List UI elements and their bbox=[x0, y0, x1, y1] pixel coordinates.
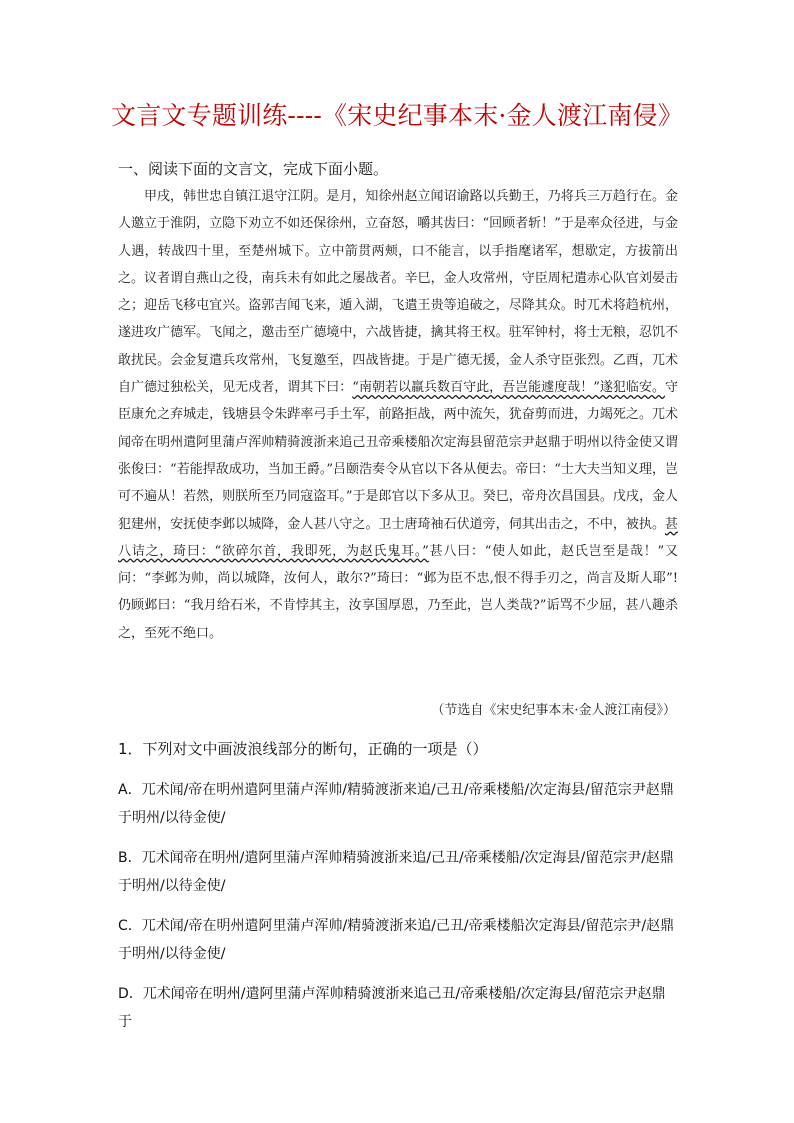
section-heading: 一、阅读下面的文言文，完成下面小题。 bbox=[118, 160, 389, 178]
option-label: B． bbox=[118, 850, 142, 866]
option-text: 兀术闻/帝在明州遣阿里蒲卢浑帅/精骑渡浙来追/己丑/帝乘楼船次定海县/留范宗尹/赵鼎于明州/以待金使/ bbox=[118, 918, 675, 962]
document-title: 文言文专题训练----《宋史纪事本末·金人渡江南侵》 bbox=[111, 101, 683, 130]
option-d bbox=[118, 980, 678, 1036]
passage-text-part1: 甲戌，韩世忠自镇江退守江阴。是月，知徐州赵立闻诏谕路以兵勤王，乃将兵三万趋行在。金人邀立于淮阴，立隐下劝立不如还保徐州，立奋怒，嚼其齿曰：“回顾者斩！”于是率众径进，与金人遇，转战四十里，至楚州城下。立中箭贯两颊，口不能言，以手指麾诸军，想歇定，方拔箭出之。议者谓自燕山之役，南兵未有如此之屡战者。辛巳，金人攻常州，守臣周杞遣赤心队官刘晏击之；迎岳飞移屯宜兴。盗郭吉闻飞来，遁入湖，飞遣王贵等追破之，尽降其众。时兀术将趋杭州，遂进攻广德军。飞闻之，邀击至广德境中，六战皆捷，擒其将王权。驻军钟村，将士无粮，忍饥不敢扰民。会金复遣兵攻常州，飞复邀至，四战皆捷。于是广德无援，金人杀守臣张烈。乙酉，兀术自广德过独松关，见无戍者，谓其下曰： bbox=[118, 189, 678, 396]
option-label: D． bbox=[118, 986, 143, 1002]
question-stem: 1．下列对文中画波浪线部分的断句，正确的一项是（） bbox=[118, 740, 488, 758]
option-b bbox=[118, 844, 678, 900]
passage-text-part2: 守臣康允之弃城走，钱塘县令朱跸率弓手土军，前路拒战，两中流矢，犹奋剪而进，力竭死之。兀术闻帝在明州遣阿里蒲卢浑帅精骑渡浙来追己丑帝乘楼船次定海县留范宗尹赵鼎于明州以待金使又谓张俊曰：“若能捍敌成功，当加王爵。”吕颐浩奏令从官以下各从便去。帝曰：“士大夫当知义理，岂可不遍从！若然，则朕所至乃同寇盗耳。”于是郎官以下多从卫。癸巳，帝舟次昌国县。戊戌，金人犯建州，安抚使李邺以城降，金人甚八守之。卫士唐琦袖石伏道旁，伺其出击之，不中，被执。 bbox=[118, 380, 678, 532]
source-note: （节选自《宋史纪事本末·金人渡江南侵》） bbox=[431, 703, 676, 718]
option-label: A． bbox=[118, 782, 142, 798]
reading-passage bbox=[118, 183, 678, 647]
option-text: 兀术闻帝在明州/遣阿里蒲卢浑帅精骑渡浙来追己丑/帝乘楼船/次定海县/留范宗尹赵鼎于 bbox=[118, 986, 666, 1030]
option-text: 兀术闻帝在明州/遣阿里蒲卢浑帅精骑渡浙来追/己丑/帝乘楼船/次定海县/留范宗尹/赵鼎于明州/以待金使/ bbox=[118, 850, 674, 894]
passage-wavy-underline-1: “南朝若以羸兵数百守此，吾岂能遽度哉！”遂犯临安。 bbox=[352, 380, 665, 396]
passage-wavy-underline-2: 甚八诘之，琦曰：“欲碎尔首，我即死，为赵氏鬼耳。” bbox=[118, 516, 678, 559]
option-text: 兀术闻/帝在明州遣阿里蒲卢浑帅/精骑渡浙来追/己丑/帝乘楼船/次定海县/留范宗尹赵鼎于明州/以待金使/ bbox=[118, 782, 674, 826]
option-a bbox=[118, 776, 678, 832]
option-c bbox=[118, 912, 678, 968]
passage-text-part3: 甚八曰：“使人如此，赵氏岂至是哉！”又问：“李邺为帅，尚以城降，汝何人，敢尔?”琦曰：“邺为臣不忠,恨不得手刃之，尚言及斯人耶”!仍顾邺曰：“我月给石米，不肯悖其主，汝享国厚恩，乃至此，岂人类哉?”诟骂不少屈，甚八趣杀之，至死不绝口。 bbox=[118, 543, 678, 641]
option-label: C． bbox=[118, 918, 142, 934]
